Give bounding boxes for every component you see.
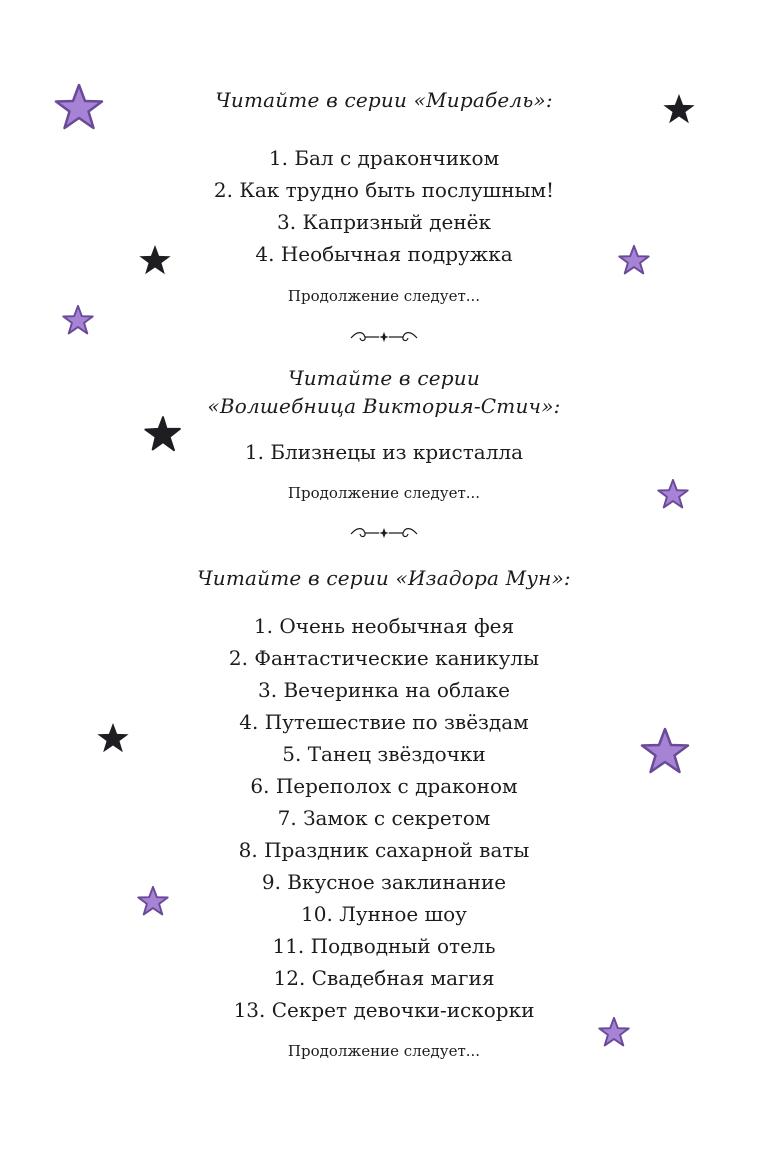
list-item: 12. Свадебная магия xyxy=(273,966,495,990)
continued-note: Продолжение следует... xyxy=(287,1042,481,1060)
list-item: 2. Как трудно быть послушным! xyxy=(213,178,555,202)
list-item: 8. Праздник сахарной ваты xyxy=(238,838,530,862)
list-item: 3. Вечеринка на облаке xyxy=(258,678,510,702)
list-item: 4. Путешествие по звёздам xyxy=(239,710,529,734)
star-icon xyxy=(137,885,169,917)
list-item: 4. Необычная подружка xyxy=(255,242,513,266)
star-icon xyxy=(54,82,104,132)
continued-note: Продолжение следует... xyxy=(287,484,481,502)
star-icon xyxy=(618,244,650,276)
flourish-divider-icon xyxy=(349,524,419,542)
list-item: 1. Очень необычная фея xyxy=(253,614,515,638)
list-item: 7. Замок с секретом xyxy=(277,806,491,830)
list-item: 9. Вкусное заклинание xyxy=(261,870,507,894)
star-icon xyxy=(138,243,172,277)
list-item: 2. Фантастические каникулы xyxy=(228,646,540,670)
list-item: 10. Лунное шоу xyxy=(301,902,467,926)
list-item: 13. Секрет девочки-искорки xyxy=(233,998,535,1022)
section-victoria-heading-1: Читайте в серии xyxy=(288,366,480,390)
star-icon xyxy=(62,304,94,336)
section-isadora-heading: Читайте в серии «Изадора Мун»: xyxy=(197,566,571,590)
section-victoria-heading-2: «Волшебница Виктория-Стич»: xyxy=(207,394,561,418)
star-icon xyxy=(640,726,690,776)
star-icon xyxy=(657,478,689,510)
flourish-divider-icon xyxy=(349,328,419,346)
list-item: 11. Подводный отель xyxy=(272,934,496,958)
list-item: 1. Близнецы из кристалла xyxy=(244,440,524,464)
star-icon xyxy=(96,721,130,755)
section-mirabel-heading: Читайте в серии «Мирабель»: xyxy=(215,88,553,112)
star-icon xyxy=(144,415,182,453)
star-icon xyxy=(662,92,696,126)
list-item: 3. Капризный денёк xyxy=(277,210,491,234)
continued-note: Продолжение следует... xyxy=(287,287,481,305)
star-icon xyxy=(598,1016,630,1048)
list-item: 1. Бал с дракончиком xyxy=(268,146,500,170)
list-item: 5. Танец звёздочки xyxy=(282,742,486,766)
list-item: 6. Переполох с драконом xyxy=(250,774,518,798)
